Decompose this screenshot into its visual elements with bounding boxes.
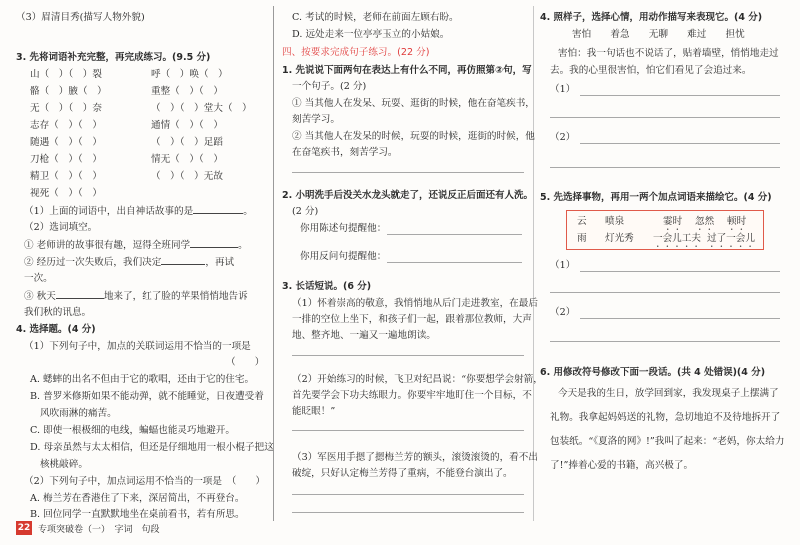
option-b1-cont: 风吹雨淋的痛苦。 (40, 408, 117, 419)
fill-a: ① 老师讲的故事很有趣，逗得全班同学 。 (24, 237, 248, 254)
idiom-cell: 随遇（ ）（ ） (30, 137, 102, 148)
option-a2: A. 梅兰芳在香港住了下来，深居简出，不再登台。 (30, 493, 245, 504)
option-b2: B. 回位同学一直默默地坐在桌前看书，若有所思。 (30, 509, 245, 520)
idiom-cell: 情无（ ）（ ） (151, 154, 223, 165)
word-grid (566, 210, 764, 250)
blank[interactable] (190, 237, 238, 248)
s4-q1-title: 1. 先说说下面两句在表达上有什么不同，再仿照第②句，写 (282, 65, 532, 76)
answer-line[interactable] (387, 234, 522, 235)
grid-item: 忽然 (695, 216, 715, 227)
answer-line[interactable] (580, 318, 780, 319)
blank[interactable] (56, 288, 104, 299)
fill-b-cont: 一次。 (24, 273, 53, 284)
idiom-cell: 通情（ ）（ ） (151, 120, 223, 131)
r-q4-title: 4. 照样子，选择心情，用动作描写来表现它。(4 分) (540, 12, 763, 23)
paragraph-line-3: 包装纸。“《夏洛的网》!”我叫了起来：“老妈，你太给力 (550, 436, 785, 447)
answer-line[interactable] (550, 167, 780, 168)
answer-label-2: （2） (550, 132, 576, 143)
answer-line[interactable] (550, 292, 780, 293)
paragraph-line-1: 今天是我的生日，放学回到家，我发现桌子上摆满了 (558, 388, 779, 399)
s4-q3-item3: （3）军医用手摁了摁梅兰芳的额头，滚烫滚烫的，看不出 (292, 452, 538, 463)
s4-q1-sentence-1-cont: 刻苦学习。 (292, 114, 340, 125)
answer-line[interactable] (292, 172, 524, 173)
grid-item: 雨 (577, 233, 587, 244)
answer-line[interactable] (580, 271, 780, 272)
s4-q1-sentence-2: ② 当其他人在发呆的时候，玩耍的时候，逛街的时候，他 (292, 131, 535, 142)
page-footer (16, 521, 160, 535)
answer-line[interactable] (292, 494, 524, 495)
s4-q2-rhetorical: 你用反问句提醒他： (300, 251, 387, 262)
s4-q3-item1: （1）怀着崇高的敬意，我悄悄地从后门走进教室，在最后 (292, 298, 538, 309)
s4-q2-declarative: 你用陈述句提醒他： (300, 223, 387, 234)
fill-b: ② 经历过一次失败后，我们决定 ，再试 (24, 254, 234, 271)
question-4-title: 4. 选择题。(4 分) (16, 324, 96, 335)
example-line-1: 害怕：我一句话也不说话了，贴着墙壁，悄悄地走过 (558, 48, 779, 59)
idiom-cell: 呼（ ）唤（ ） (151, 69, 228, 80)
q4-sub1: （1）下列句子中，加点的关联词运用不恰当的一项是 (24, 341, 251, 352)
s4-q1-title-cont: 一个句子。(2 分) (292, 81, 367, 92)
grid-item: 过了一会儿 (707, 233, 755, 244)
s4-q3-item2-cont2: 能眨眼！” (292, 406, 336, 417)
idiom-cell: （ ）（ ）堂大（ ） (151, 103, 252, 114)
column-right (540, 0, 788, 545)
grid-item: 喷泉 (605, 216, 625, 227)
idiom-cell: （ ）（ ）无故 (151, 171, 223, 182)
grid-item: 灯光秀 (605, 233, 634, 244)
answer-line[interactable] (292, 355, 524, 356)
grid-item: 霎时 (663, 216, 683, 227)
answer-line[interactable] (387, 262, 522, 263)
idiom-cell: 志存（ ）（ ） (30, 120, 102, 131)
s4-q3-item3-cont: 破绽，只好认定梅兰芳得了重病，不能登台演出了。 (292, 468, 513, 479)
answer-label-1: （1） (550, 260, 576, 271)
grid-item: 一会儿工夫 (653, 233, 701, 244)
option-b1: B. 普罗米修斯如果不能动弹，就不能睡觉，日夜遭受着 (30, 391, 264, 402)
option-c1: C. 即使一根极细的电线，蝙蝠也能灵巧地避开。 (30, 425, 235, 436)
footer-label: 专项突破卷（一） 字词 句段 (38, 524, 160, 535)
column-divider-2 (533, 6, 534, 521)
paragraph-line-2: 礼物。我拿起妈妈送的礼物，急切地迫不及待地拆开了 (550, 412, 781, 423)
r-q5-title: 5. 先选择事物，再用一两个加点词语来描绘它。(4 分) (540, 192, 772, 203)
answer-label-2: （2） (550, 307, 576, 318)
subquestion-1: （1）上面的词语中，出自神话故事的是 。 (24, 203, 253, 220)
column-middle (282, 0, 543, 545)
grid-item: 云 (577, 216, 587, 227)
question-3-title: 3. 先将词语补充完整，再完成练习。(9.5 分) (16, 52, 211, 63)
blank[interactable] (161, 254, 205, 265)
example-line-2: 去。我的心里很害怕，怕它们看见了会追过来。 (550, 65, 752, 76)
grid-item: 顿时 (727, 216, 747, 227)
option-d1-cont: 核桃敲碎。 (40, 459, 88, 470)
page-number: 22 (17, 523, 31, 533)
option-c2: C. 考试的时候，老师在前面左顾右盼。 (292, 12, 459, 23)
answer-line[interactable] (550, 117, 780, 118)
idiom-cell: 无（ ）（ ）奈 (30, 103, 102, 114)
s4-q2-title-cont: (2 分) (292, 206, 319, 217)
option-a1: A. 蟋蟀的出名不但由于它的歌唱，还由于它的住宅。 (30, 374, 255, 385)
idiom-cell: 重整（ ）（ ） (151, 86, 223, 97)
answer-label-1: （1） (550, 84, 576, 95)
s4-q1-sentence-1: ① 当其他人在发呆、玩耍、逛街的时候，他在奋笔疾书， (292, 98, 535, 109)
idiom-cell: 视死（ ）（ ） (30, 188, 102, 199)
item-3-meiqingmuxiu: （3）眉清目秀(描写人物外貌) (16, 12, 145, 23)
option-d1: D. 母亲虽然与太太相信，但还是仔细地用一根小棍子把这 (30, 442, 274, 453)
s4-q3-item1-cont: 一排的空位上坐下，和孩子们一起，跟着那位教师，大声 (292, 314, 532, 325)
idiom-cell: 骼（ ）腋（ ） (30, 86, 107, 97)
s4-q3-item2: （2）开始练习的时候，飞卫对纪昌说：“你要想学会射箭， (292, 374, 543, 385)
idiom-cell: 精卫（ ）（ ） (30, 171, 102, 182)
mood-words: 害怕 着急 无聊 难过 担忧 (572, 29, 745, 40)
answer-line[interactable] (580, 95, 780, 96)
s4-q3-item1-cont2: 地、整齐地、一遍又一遍地朗读。 (292, 330, 436, 341)
idiom-cell: 刀枪（ ）（ ） (30, 154, 102, 165)
r-q6-title: 6. 用修改符号修改下面一段话。(共 4 处错误)(4 分) (540, 367, 766, 378)
fill-c: ③ 秋天 地来了，红了脸的苹果悄悄地告诉 (24, 288, 248, 305)
answer-line[interactable] (292, 512, 524, 513)
answer-line[interactable] (550, 341, 780, 342)
section-4-heading: 四、按要求完成句子练习。(22 分) (282, 47, 430, 58)
paragraph-line-4: 了!”捧着心爱的书籍，高兴极了。 (550, 460, 694, 471)
s4-q3-item2-cont: 首先要学会下功夫练眼力。你要牢牢地盯住一个目标，不 (292, 390, 532, 401)
blank[interactable] (193, 203, 243, 214)
s4-q1-sentence-2-cont: 在奋笔疾书，刻苦学习。 (292, 147, 398, 158)
idiom-cell: 山（ ）（ ）裂 (30, 69, 102, 80)
column-left (16, 0, 274, 545)
answer-line[interactable] (292, 430, 524, 431)
subquestion-2: （2）选词填空。 (24, 222, 98, 233)
s4-q3-title: 3. 长话短说。(6 分) (282, 281, 372, 292)
answer-paren[interactable]: （ ） (226, 357, 265, 368)
idiom-cell: （ ）（ ）足蹈 (151, 137, 223, 148)
fill-c-cont: 我们秋的讯息。 (24, 307, 92, 318)
option-d2: D. 远处走来一位亭亭玉立的小姑娘。 (292, 29, 450, 40)
answer-line[interactable] (580, 143, 780, 144)
s4-q2-title: 2. 小明洗手后没关水龙头就走了，还说反正后面还有人洗。 (282, 190, 534, 201)
q4-sub2: （2）下列句子中，加点词运用不恰当的一项是 （ ） (24, 476, 266, 487)
